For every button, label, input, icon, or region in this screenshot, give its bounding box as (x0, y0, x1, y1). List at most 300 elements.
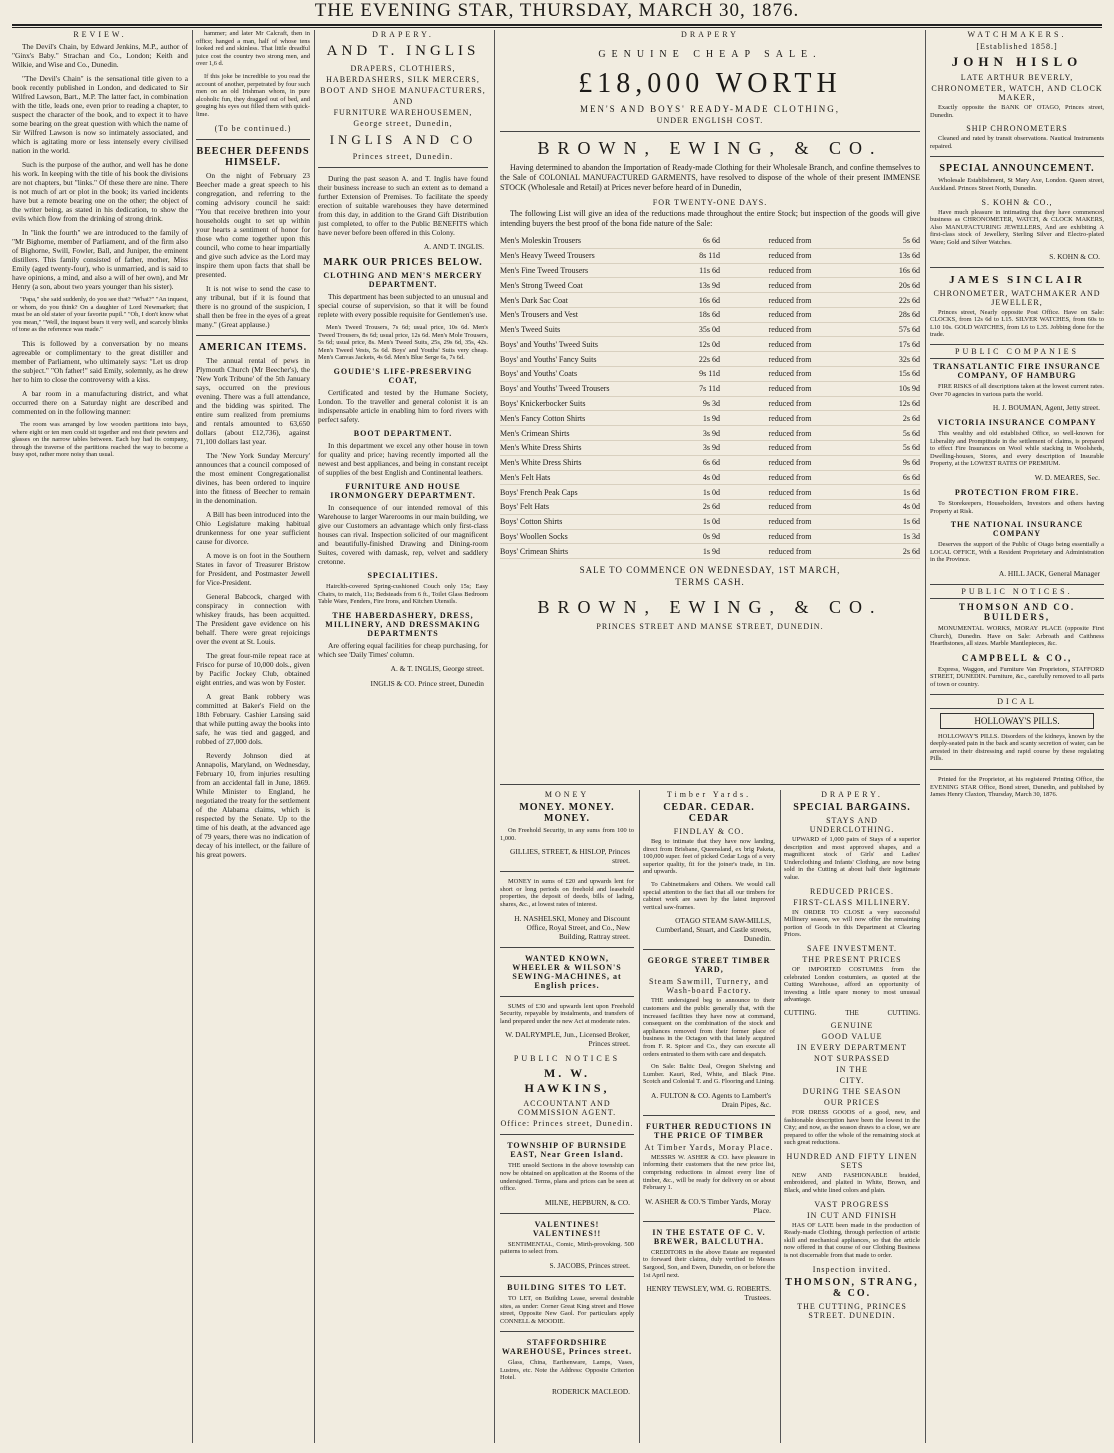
regular-price: 2s 6d (650, 500, 720, 515)
watchmakers-column (930, 30, 1104, 1443)
advert-subheading: STAYS AND UNDERCLOTHING. (809, 816, 895, 834)
advert-paragraph: HOLLOWAY'S PILLS. Disorders of the kidneys, known by the deeply-seated pain in the back and scanty secretion of water, can be arrested in their distressing and rapid course by these regulating Pills. (930, 732, 1104, 763)
firm-address: THE CUTTING, PRINCES STREET. DUNEDIN. (797, 1301, 907, 1320)
section-heading: PUBLIC NOTICES. (930, 584, 1104, 599)
price-row (500, 381, 920, 396)
sale-price: 17s 6d (860, 337, 920, 352)
reduced-label: reduced from (720, 455, 860, 470)
advert-paragraph: MONEY in sums of £20 and upwards lent for short or long periods on freehold and leasehold properties, the deposit of deeds, bills of lading, shares, &c., at lowest rates of interest. (500, 878, 634, 908)
advert-paragraph: Have much pleasure in intimating that they have commenced business as CHRONOMETER, WATCH, & CLOCK MAKERS, Also MANUFACTURING JEWELLERS, And are exhibiting A first-class stock of Jewellery, Sterling Silver and Electro-plated Ware; Gold and Silver Watches. (930, 208, 1104, 246)
section-heading: PUBLIC COMPANIES (930, 344, 1104, 359)
advert-subheading: HUNDRED AND FIFTY LINEN SETS (786, 1151, 918, 1170)
item-name: Men's Heavy Tweed Trousers (500, 248, 650, 263)
advert-heading: IN THE ESTATE OF C. V. BREWER, BALCLUTHA. (652, 1227, 766, 1246)
advert-heading: SPECIAL BARGAINS. (793, 802, 911, 813)
sale-price: 6s 6d (860, 470, 920, 485)
regular-price: 6s 6d (650, 455, 720, 470)
price-row (500, 352, 920, 367)
firm-description-line: BOOT AND SHOE MANUFACTURERS, (320, 86, 486, 95)
price-row (500, 322, 920, 337)
regular-price: 6s 6d (650, 234, 720, 248)
signature: RODERICK MACLEOD. (551, 1387, 630, 1397)
firm-name: CAMPBELL & CO., (961, 652, 1073, 663)
advert-paragraph: Men's Tweed Trousers, 7s 6d; usual price, 10s 6d. Men's Tweed Trousers, 8s 6d; usual price, 12s 6d. Men's Mole Trousers, 5s 6d; usual price, 8s. Men's Tweed Suits, 25s, 29s 6d, 35s, 42s. Men's Tweed Vests, 5s 6d. Boys' and Youths' Suits very cheap. Men's Canvas Jackets, 4s 6d. Men's Blue Serge 6s, 7s 6d. (318, 324, 488, 362)
signature: INGLIS & CO. Prince street, Dunedin (370, 678, 484, 688)
review-quote: "Papa," she said suddenly, do you see that? "What?" "An inquest, or whom, do you think? On a daughter of Lord Newmarket; that must be an old stater of your favorite pupil." "Oh, I don't know what you mean," "Well, the inquest bears it very well, and scarcely blinks of tone as the reference was made." (12, 296, 188, 334)
reduced-label: reduced from (720, 367, 860, 382)
sale-price: 28s 6d (860, 307, 920, 322)
section-heading: MONEY (544, 790, 590, 799)
firm-description-line: AND (392, 97, 414, 106)
sale-price: 4s 0d (860, 500, 920, 515)
sale-price: 1s 3d (860, 529, 920, 544)
news-paragraph: hammer; and later Mr Calcraft, then in office; hanged a man, half of whose tens looked red and skinless. That little dreadful juice cost the country two strong men, and over 1,6 d. (196, 30, 310, 68)
price-row (500, 544, 920, 559)
regular-price: 11s 6d (650, 263, 720, 278)
item-name: Boys' Crimean Shirts (500, 544, 650, 559)
item-name: Men's White Dress Shirts (500, 440, 650, 455)
advert-paragraph: Certificated and tested by the Humane Society, London. To the traveller and general colonist it is an indispensable article in enabling him to ford rivers with perfect safety. (318, 387, 488, 424)
firm-description-line: HABERDASHERS, SILK MERCERS, (326, 75, 480, 84)
divider (500, 1134, 634, 1135)
advert-paragraph: This wealthy and old established Office, so well-known for Liberality and Promptitude in the settlement of claims, is prepared to effect Fire Insurances on Wool while stacking in Woolsheds, Dwelling-houses, Stores, and every description of Insurable Property, at the LOWEST RATES OF PREMIUM. (930, 430, 1104, 468)
regular-price: 22s 6d (650, 352, 720, 367)
news-paragraph: A move is on foot in the Southern States in favor of Treasurer Bristow for President, and Postmaster Jewell for Vice-President. (196, 550, 310, 587)
masthead-rule (12, 24, 1102, 28)
reduced-label: reduced from (720, 307, 860, 322)
regular-price: 7s 11d (650, 381, 720, 396)
sale-price: 5s 6d (860, 426, 920, 441)
firm-name: THOMSON AND CO. BUILDERS, (958, 602, 1076, 623)
news-paragraph: The great four-mile repeat race at Frisco for purse of 10,000 dols., given by Pacific Jockey Club, obtained eight entries, and was won by Foster. (196, 650, 310, 687)
advert-paragraph: THE undersigned beg to announce to their customers and the public generally that, with the increased facilities they have now at command, consequent on the combination of the stock and appliances removed from their former place of business in the Octagon with that lately acquired from F. R. Spicer and Co., they can execute all orders entrusted to them with care and despatch. (643, 997, 775, 1058)
signature: GILLIES, STREET, & HISLOP, Princes street. (510, 847, 630, 866)
regular-price: 8s 11d (650, 248, 720, 263)
reduced-label: reduced from (720, 544, 860, 559)
reduced-label: reduced from (720, 322, 860, 337)
item-name: Men's Strong Tweed Coat (500, 278, 650, 293)
advert-paragraph: MESSRS W. ASHER & CO. have pleasure in informing their customers that the new price list, comprising reductions in almost every line of timber, &c., will be ready for delivery on or about February 1. (643, 1153, 775, 1192)
advert-paragraph: In this department we excel any other house in town for quality and price; having recently imported all the newest and best appliances, and being in constant receipt of supplies of the best English and Continental leathers. (318, 440, 488, 477)
regular-price: 9s 3d (650, 396, 720, 411)
reduced-label: reduced from (720, 411, 860, 426)
price-row (500, 307, 920, 322)
firm-name: AND T. INGLIS (326, 43, 480, 59)
price-row (500, 293, 920, 308)
advert-paragraph: Exactly opposite the BANK OF OTAGO, Princes street, Dunedin. (930, 104, 1104, 119)
review-paragraph: In "link the fourth" we are introduced to the family of "Mr Bighorne, member of Parliament, and of the firm also of Bighorne, Swill, Fowler, Ball, and Juniper, the eminent distillers. This family consisted of father, mother, Miss Emily (aged twenty-four), who is unmarried, and is said to have opinions, a mind, and also a will of her own), and Mr Henry (a son, about two years younger than his sister). (12, 228, 188, 291)
sale-subtitle: UNDER ENGLISH COST. (656, 116, 764, 125)
signature: W. ASHER & CO.'S Timber Yards, Moray Place. (645, 1196, 771, 1215)
regular-price: 18s 6d (650, 307, 720, 322)
divider (930, 267, 1104, 268)
reduced-label: reduced from (720, 440, 860, 455)
section-heading: WATCHMAKERS. (967, 30, 1067, 39)
price-row (500, 529, 920, 544)
signature: MILNE, HEPBURN, & CO. (545, 1197, 630, 1207)
article-heading: BEECHER DEFENDS HIMSELF. (196, 145, 310, 168)
advert-subheading: ACCOUNTANT AND COMMISSION AGENT. (517, 1099, 617, 1118)
news-paragraph: General Babcock, charged with conspiracy in connection with whiskey frauds, has been acquitted. The President gave evidence on his behalf. There were great rejoicings over the event at St. Louis. (196, 591, 310, 646)
advert-heading: BOOT DEPARTMENT. (353, 428, 453, 438)
advert-paragraph: IN ORDER TO CLOSE a very successful Millinery season, we will now offer the remaining portion of Goods in this Department at Clearing Prices. (784, 908, 920, 939)
review-paragraph: A bar room in a manufacturing district, and what occurred there on a Saturday night are described and commented on in the following manner: (12, 388, 188, 416)
advert-subheading: S. KOHN & CO., (981, 197, 1053, 207)
regular-price: 13s 9d (650, 278, 720, 293)
sale-subject: MEN'S AND BOYS' READY-MADE CLOTHING, (580, 104, 840, 114)
advert-paragraph: FOR DRESS GOODS of a good, new, and fashionable description have been the lowest in the City; and now, as the season draws to a close, we are prepared to offer the whole of the remaining stock at such great reductions. (784, 1108, 920, 1147)
news-paragraph: It is not wise to send the case to any tribunal, but if it is found that there is no ground of the suspicion, I shall then be free in the eyes of a great many." (Great applause.) (196, 283, 310, 329)
advert-heading: FURNITURE AND HOUSE IRONMONGERY DEPARTMENT. (330, 481, 476, 500)
price-row (500, 337, 920, 352)
reduced-label: reduced from (720, 470, 860, 485)
advert-subheading: CHRONOMETER, WATCHMAKER AND JEWELLER, (933, 288, 1101, 307)
printer-imprint: Printed for the Proprietor, at his registered Printing Office, the EVENING STAR Office, Bond street, Dunedin, and published by James Henry Claxton, Thursday, March 30, 1876. (930, 775, 1104, 799)
advert-subheading: REDUCED PRICES. (810, 886, 894, 896)
sale-price: 16s 6d (860, 263, 920, 278)
item-name: Men's Tweed Suits (500, 322, 650, 337)
price-row (500, 278, 920, 293)
reduced-label: reduced from (720, 278, 860, 293)
advert-heading: TRANSATLANTIC FIRE INSURANCE COMPANY, OF HAMBURG (933, 361, 1101, 380)
advert-address: Office: Princes street, Dunedin. (500, 1119, 634, 1129)
price-row (500, 367, 920, 382)
advert-heading: PROTECTION FROM FIRE. (954, 488, 1080, 498)
price-row (500, 263, 920, 278)
advert-paragraph: Are offering equal facilities for cheap purchasing, for which see 'Daily Times' column. (318, 640, 488, 659)
section-heading: Timber Yards. (666, 790, 752, 799)
review-intro: The Devil's Chain, by Edward Jenkins, M.P., author of "Ginx's Baby." Strachan and Co., London; Keith and Wilkie, and Wise and Co., Dunedin. (12, 42, 188, 69)
regular-price: 35s 0d (650, 322, 720, 337)
advert-subheading: IN EVERY DEPARTMENT (797, 1042, 907, 1052)
advert-heading: WANTED KNOWN, WHEELER & WILSON'S SEWING-MACHINES, at English prices. (512, 953, 622, 990)
advert-subheading: IN CUT AND FINISH (807, 1210, 897, 1220)
advert-heading: BUILDING SITES TO LET. (507, 1282, 627, 1292)
advert-subheading: At Timber Yards, Moray Place. (644, 1142, 774, 1152)
firm-address: Princes street, Dunedin. (352, 152, 454, 161)
advert-paragraph: To Storekeepers, Householders, Investors and others having Property at Risk. (930, 500, 1104, 515)
sale-note: The following List will give an idea of the reductions made throughout the entire Stock; but inspection of the goods will give intending buyers the best proof of the bona fide nature of the Sale: (500, 209, 920, 228)
advert-heading: STAFFORDSHIRE WAREHOUSE, Princes street. (501, 1338, 633, 1357)
divider (500, 996, 634, 997)
price-row (500, 514, 920, 529)
item-name: Men's Fancy Cotton Shirts (500, 411, 650, 426)
advert-paragraph: THE unsold Sections in the above township can now be obtained on application at the Rooms of the undersigned. Terms, plans and prices can be seen at office. (500, 1162, 634, 1193)
advert-paragraph: In consequence of our intended removal of this Warehouse to larger Warerooms in our main building, we give our Customers an advantage which only first-class houses can rival. Inspection solicited of our magnificent and beautifully-finished Drawing and Dining-room Suites, covered with damask, rep, velvet and saddlery cretonne. (318, 502, 488, 566)
section-heading: DRAPERY. (372, 30, 434, 39)
established-note: [Established 1858.] (976, 42, 1058, 51)
holloway-banner: HOLLOWAY'S PILLS. (940, 713, 1094, 729)
column-rule (639, 790, 640, 1443)
section-heading: REVIEW. (73, 30, 127, 39)
signature: H. J. BOUMAN, Agent, Jetty street. (992, 403, 1100, 413)
cutting-row (784, 1009, 920, 1017)
divider (930, 156, 1104, 157)
signature: H. NASHELSKI, Money and Discount Office, Royal Street, and Co., New Building, Rattray street. (514, 913, 630, 941)
firm-name: BROWN, EWING, & CO. (537, 597, 883, 618)
advert-heading: VALENTINES! VALENTINES!! (532, 1219, 602, 1238)
advert-subheading: DURING THE SEASON (802, 1086, 902, 1096)
advert-heading: M. W. HAWKINS, (524, 1066, 610, 1096)
advert-heading: MONEY. MONEY. MONEY. (519, 802, 615, 824)
regular-price: 1s 9d (650, 544, 720, 559)
advert-heading: SPECIAL ANNOUNCEMENT. (939, 163, 1095, 175)
column-rule (494, 30, 495, 1443)
firm-address: PRINCES STREET AND MANSE STREET, DUNEDIN. (596, 622, 824, 632)
reduced-label: reduced from (720, 396, 860, 411)
advert-subheading: GOOD VALUE (821, 1031, 883, 1041)
price-row (500, 455, 920, 470)
advert-paragraph: Beg to intimate that they have now landing, direct from Brisbane, Queensland, ex brig Paketa, 100,000 super. feet of picked Cedar Logs of a very superior quality, fit for the joiner's trade, in 1in. and upwards. (643, 838, 775, 876)
advert-paragraph: CREDITORS in the above Estate are requested to forward their claims, duly verified to Messrs Sargood, Son, and Ewen, Dunedin, on or before the 1st April next. (643, 1248, 775, 1279)
advert-subheading: Steam Sawmill, Turnery, and Wash-board Factory. (648, 977, 770, 996)
advert-heading: MARK OUR PRICES BELOW. (323, 257, 483, 268)
column-rule (780, 790, 781, 1443)
firm-name: THOMSON, STRANG, & CO. (785, 1276, 919, 1299)
regular-price: 4s 0d (650, 470, 720, 485)
news-paragraph: On the night of February 23 Beecher made a great speech to his congregation, and referring to the coming advisory council he said: "You that receive brethren into your households ought to set up within your hearts a sentiment of honor for those who come together upon this council, who come to hear impartially and give such advice as the Lord may inspire them upon facts that shall be presented. (196, 170, 310, 279)
advert-heading: SPECIALITIES. (367, 570, 439, 580)
item-name: Men's White Dress Shirts (500, 455, 650, 470)
timber-column (643, 790, 775, 1443)
divider (318, 167, 488, 168)
firm-name: JAMES SINCLAIR (949, 273, 1085, 286)
news-paragraph: The 'New York Sunday Mercury' announces that a council composed of the most eminent Congregationalist divines, has been ordered to inquire into the fitness of Beecher to remain in the denomination. (196, 450, 310, 505)
sale-price: 15s 6d (860, 367, 920, 382)
advert-paragraph: Princes street, Nearly opposite Post Office. Have on Sale: CLOCKS, from 12s 6d to L15. SILVER WATCHES, from 60s to L10 10s. GOLD WATCHES, from L6 to L35. Jobbing done for the trade. (930, 308, 1104, 339)
advert-paragraph: Cleaned and rated by transit observations. Nautical Instruments repaired. (930, 135, 1104, 150)
sale-banner: GENUINE CHEAP SALE. (598, 49, 822, 60)
advert-heading: FURTHER REDUCTIONS IN THE PRICE OF TIMBER (645, 1121, 773, 1140)
sale-duration: FOR TWENTY-ONE DAYS. (652, 198, 768, 207)
section-heading: PUBLIC NOTICES (513, 1054, 621, 1064)
advert-heading: CLOTHING AND MEN'S MERCERY DEPARTMENT. (323, 271, 483, 289)
item-name: Boys' Woollen Socks (500, 529, 650, 544)
sale-price: 9s 6d (860, 455, 920, 470)
advert-subheading: CITY. (839, 1075, 865, 1085)
divider (643, 949, 775, 950)
advert-paragraph: MONUMENTAL WORKS, MORAY PLACE (opposite First Church), Dunedin. Have on Sale: Arbroath and Caithness Hearthstones, all sizes. Marble Mantlepieces, &c. (930, 625, 1104, 648)
advert-paragraph: During the past season A. and T. Inglis have found their business increase to such an extent as to demand a further Extension of Premises. To facilitate the speedy erection of suitable warehouses they have determined from this day, in addition to the Grand Gift Distribution just completed, to offer to the Public BENEFITS which have never before been offered in this Colony. (318, 174, 488, 237)
advert-paragraph: Wholesale Establishment, St Mary Axe, London. Queen street, Auckland. Princes Street North, Dunedin. (930, 177, 1104, 192)
item-name: Men's Fine Tweed Trousers (500, 263, 650, 278)
price-row (500, 234, 920, 248)
signature: A. HILL JACK, General Manager (998, 569, 1100, 579)
advert-subheading: FIRST-CLASS MILLINERY. (793, 897, 911, 907)
divider (930, 769, 1104, 770)
inglis-advert-column (318, 30, 488, 1443)
item-name: Boys' Cotton Shirts (500, 514, 650, 529)
reduced-label: reduced from (720, 485, 860, 500)
advert-paragraph: TO LET, on Building Lease, several desirable sites, as under: Corner Great King street and Howe street, Opposite New Gaol. For particulars apply CONNELL & MOODIE. (500, 1294, 634, 1325)
signature: A. & T. INGLIS, George street. (390, 663, 484, 673)
divider (500, 871, 634, 872)
advert-subheading: SHIP CHRONOMETERS (966, 124, 1068, 134)
sale-price: 12s 6d (860, 396, 920, 411)
item-name: Boys' Felt Hats (500, 500, 650, 515)
advert-paragraph: HAS OF LATE been made in the production of Ready-made Clothing, through perfection of artistic skill and mechanical appliances, so that the article now offered in that course of our Clothing Business is not discernable from that made to order. (784, 1221, 920, 1260)
news-paragraph: Reverdy Johnson died at Annapolis, Maryland, on Wednesday, February 10, from injuries resulting from an accidental fall in June, 1869. While Minister to England, he negotiated the treaty for the settlement of the Alabama claims, which is respected by the Senate. Up to the time of his death, at the advanced age of 79 years, there was no indication of decay of his intellect, or the failure of his great powers. (196, 750, 310, 859)
divider (500, 1276, 634, 1277)
advert-paragraph: OF IMPORTED COSTUMES from the celebrated London costumiers, as quoted at the Cutting Warehouse, afford an opportunity of investing a little spare money to most unusual advantage. (784, 965, 920, 1004)
price-row (500, 411, 920, 426)
section-heading: DRAPERY. (821, 790, 883, 799)
regular-price: 1s 9d (650, 411, 720, 426)
cutting-label: CUTTING. (887, 1008, 920, 1017)
review-paragraph: "The Devil's Chain" is the sensational title given to a book recently published in London, and dedicated to Sir Wilfred Lawson, Bart., M.P. The latter fact, in combination with the title, leads one, even prior to reading a chapter, to suspect the character of the book, and to expect it to have some bearing on the great question with which the name of Sir Wilfred Lawson is now so intimately associated, and which is agitating more or less intensely every civilised nation in the world. (12, 74, 188, 155)
item-name: Men's Moleskin Trousers (500, 234, 650, 248)
advert-heading: TOWNSHIP OF BURNSIDE EAST, Near Green Island. (507, 1141, 627, 1160)
column-rule (192, 30, 193, 1443)
divider (500, 131, 920, 132)
price-row (500, 426, 920, 441)
price-row (500, 500, 920, 515)
brown-ewing-advert (500, 30, 920, 795)
regular-price: 1s 0d (650, 485, 720, 500)
sale-price: 57s 6d (860, 322, 920, 337)
sale-price: 5s 6d (860, 440, 920, 455)
column-rule (925, 30, 926, 1443)
item-name: Boys' and Youths' Tweed Trousers (500, 381, 650, 396)
advert-paragraph: On Freehold Security, in any sums from 100 to 1,000. (500, 827, 634, 842)
regular-price: 0s 9d (650, 529, 720, 544)
price-row (500, 396, 920, 411)
sale-price: 2s 6d (860, 544, 920, 559)
reduced-label: reduced from (720, 263, 860, 278)
firm-description-line: George street, Dunedin, (353, 119, 453, 128)
firm-name: INGLIS AND CO (329, 132, 477, 147)
advert-subheading: FINDLAY & CO. (673, 827, 745, 836)
advert-heading: VICTORIA INSURANCE COMPANY (937, 418, 1097, 428)
signature: S. KOHN & CO. (1049, 251, 1100, 261)
inspection-note: Inspection invited. (812, 1264, 892, 1274)
advert-paragraph: NEW AND FASHIONABLE braided, embroidered, and plaited in White, Brown, and Black, and white lined colors and plain. (784, 1171, 920, 1195)
item-name: Men's Crimean Shirts (500, 426, 650, 441)
advert-paragraph: To Cabinetmakers and Others. We would call special attention to the fact that all our timbers for cabinet work are sawn by the latest improved vertical saw-frames. (643, 880, 775, 911)
advert-heading: GOUDIE'S LIFE-PRESERVING COAT, (333, 366, 473, 385)
sale-price: 10s 9d (860, 381, 920, 396)
item-name: Boys' Knickerbocker Suits (500, 396, 650, 411)
review-paragraph: This is followed by a conversation by no means agreeable or complimentary to the great distiller and member of Parliament, who ultimately says: "Let us drop the subject." "Oh father!" said Emily, solemnly, as he drew her to him to close the controversy with a kiss. (12, 338, 188, 384)
signature: OTAGO STEAM SAW-MILLS, Cumberland, Stuart, and Castle streets, Dunedin. (655, 916, 771, 944)
sale-price: 13s 6d (860, 248, 920, 263)
review-quote: The room was arranged by low wooden partitions into bays, where eight or ten men could sit together and rest their pewters and glasses on the narrow tables between. Each bay had its company, through the traverse of the partitions reached the way to become a busy spot, rather more noisy than usual. (12, 420, 188, 459)
column-rule (314, 30, 315, 1443)
item-name: Boys' and Youths' Coats (500, 367, 650, 382)
regular-price: 3s 9d (650, 440, 720, 455)
regular-price: 16s 6d (650, 293, 720, 308)
price-list (500, 234, 920, 559)
section-heading: DRAPERY (681, 30, 739, 39)
news-paragraph: A great Bank robbery was committed at Baker's Field on the 18th February. Cashier Lansing said that while putting away the books into safe, he was tied and gagged, and robbed of 27,000 dols. (196, 691, 310, 746)
advert-paragraph: FIRE RISKS of all descriptions taken at the lowest current rates. Over 70 agencies in various parts the world. (930, 382, 1104, 398)
signature: HENRY TEWSLEY, WM. G. ROBERTS. Trustees. (646, 1284, 771, 1303)
signature: A. AND T. INGLIS. (423, 242, 484, 251)
news-paragraph: A Bill has been introduced into the Ohio Legislature making habitual drunkenness for one year sufficient cause for divorce. (196, 509, 310, 546)
signature: A. FULTON & CO. Agents to Lambert's Drain Pipes, &c. (651, 1090, 771, 1109)
sale-price: 20s 6d (860, 278, 920, 293)
advert-paragraph: On Sale: Baltic Deal, Oregon Shelving and Lumber. Kauri, Red, White, and Black Pine. Scotch and Colonial T. and G. Flooring and Lining. (643, 1063, 775, 1086)
sale-price: 1s 6d (860, 514, 920, 529)
advert-paragraph: SENTIMENTAL, Comic, Mirth-provoking. 500 patterns to select from. (500, 1240, 634, 1256)
advert-heading: THE HABERDASHERY, DRESS, MILLINERY, AND DRESSMAKING DEPARTMENTS (325, 610, 481, 638)
regular-price: 1s 0d (650, 514, 720, 529)
reduced-label: reduced from (720, 352, 860, 367)
advert-heading: THE NATIONAL INSURANCE COMPANY (950, 520, 1084, 539)
advert-subheading: LATE ARTHUR BEVERLY, (960, 73, 1074, 82)
price-row (500, 470, 920, 485)
advert-subheading: THE PRESENT PRICES (802, 954, 902, 964)
news-paragraph: The annual rental of pews in Plymouth Church (Mr Beecher's), the 'New York Tribune' of the 5th January says, occurred on the previous evening. There was a full attendance, and the bidding was spirited. The entire sum realized from premiums and rentals amounted to 63,650 dollars (about £12,736), against 71,100 dollars last year. (196, 355, 310, 446)
firm-name: BROWN, EWING, & CO. (537, 138, 883, 158)
sale-price: 5s 6d (860, 234, 920, 248)
news-paragraph: If this joke be incredible to you read the account of another, perpetrated by four such men on an old Irishman whom, in pure alcoholic fun, they dragged out of bed, and gouging his eyes out filled them with quick-lime. (196, 72, 310, 118)
reduced-label: reduced from (720, 337, 860, 352)
reduced-label: reduced from (720, 248, 860, 263)
divider (500, 1213, 634, 1214)
divider (500, 1331, 634, 1332)
advert-subheading: IN THE (836, 1064, 868, 1074)
reduced-label: reduced from (720, 234, 860, 248)
sale-terms: TERMS CASH. (675, 577, 745, 588)
reduced-label: reduced from (720, 293, 860, 308)
sale-price: 22s 6d (860, 293, 920, 308)
regular-price: 3s 9d (650, 426, 720, 441)
divider (196, 335, 310, 336)
item-name: Boys' and Youths' Fancy Suits (500, 352, 650, 367)
masthead: THE EVENING STAR, THURSDAY, MARCH 30, 1876. (314, 0, 800, 21)
advert-subheading: OUR PRICES (823, 1097, 880, 1107)
reduced-label: reduced from (720, 500, 860, 515)
cutting-label: THE (845, 1008, 859, 1017)
item-name: Boys' French Peak Caps (500, 485, 650, 500)
advert-subheading: CHRONOMETER, WATCH, AND CLOCK MAKER, (931, 84, 1103, 102)
advert-paragraph: Hairclth-covered Spring-cushioned Couch only 15s; Easy Chairs, to match, 11s; Bedsteads from 6 ft., Toilet Glass Bedroom Table Ware, Fenders, Fire Irons, and Kitchen Utensils. (318, 582, 488, 606)
price-row (500, 485, 920, 500)
firm-description-line: DRAPERS, CLOTHIERS, (350, 64, 456, 73)
item-name: Men's Trousers and Vest (500, 307, 650, 322)
review-paragraph: Such is the purpose of the author, and well has he done his work. In keeping with the title of his book the divisions are not chapters, but "links." Of these there are nine. There is not much of art or plot in the book; its varied incidents have but a remote bearing one on the other; the object of the writer being, as stated in his dedication, to show the evils which flow from the drinking of strong drink. (12, 160, 188, 223)
reduced-label: reduced from (720, 514, 860, 529)
advert-paragraph: UPWARD of 1,000 pairs of Stays of a superior description and most approved shapes, and a magnificent stock of Girls' and Ladies' Underclothing and Infants' Clothing, are now being sold in the Cutting at about half their legitimate value. (784, 836, 920, 881)
divider (500, 947, 634, 948)
firm-name: JOHN HISLO (951, 54, 1083, 69)
advert-paragraph: Express, Waggon, and Furniture Van Proprietors, STAFFORD STREET, DUNEDIN. Furniture, &c., carefully removed to all parts of town or country. (930, 665, 1104, 688)
news-column (196, 30, 310, 1443)
advert-subheading: GENUINE (830, 1020, 874, 1030)
thomson-strang-advert (784, 790, 920, 1443)
sale-intro: Having determined to abandon the Importation of Ready-made Clothing for their Wholesale Branch, and confine themselves to the Sale of COLONIAL MANUFACTURED GARMENTS, have resolved to dispose of the whole of their present IMMENSE STOCK (Wholesale and Retail) at Prices never before heard of in Dunedin, (500, 163, 920, 192)
signature: S. JACOBS, Princes street. (549, 1260, 630, 1270)
advert-subheading: SAFE INVESTMENT. (806, 943, 898, 953)
review-column (12, 30, 188, 1443)
divider (643, 1221, 775, 1222)
item-name: Men's Dark Sac Coat (500, 293, 650, 308)
advert-heading: CEDAR. CEDAR. CEDAR (663, 802, 755, 824)
advert-paragraph: SUMS of £30 and upwards lent upon Freehold Security, repayable by instalments, and transfers of land prepared under the new Act at moderate rates. (500, 1002, 634, 1025)
signature: W. D. MEARES, Sec. (1034, 473, 1100, 483)
signature: W. DALRYMPLE, Jun., Licensed Broker, Princes street. (505, 1030, 630, 1049)
item-name: Men's Felt Hats (500, 470, 650, 485)
continued-note: (To be continued.) (214, 123, 292, 133)
reduced-label: reduced from (720, 426, 860, 441)
advert-paragraph: Deserves the support of the Public of Otago being essentially a LOCAL OFFICE, With a Resident Proprietary and Administration in the Province. (930, 541, 1104, 564)
cutting-label: CUTTING. (784, 1008, 817, 1017)
sale-price: 2s 6d (860, 411, 920, 426)
divider (196, 139, 310, 140)
advert-paragraph: Glass, China, Earthenware, Lamps, Vases, Lustres, etc. Note the Address: Opposite Criterion Hotel. (500, 1359, 634, 1382)
advert-heading: GEORGE STREET TIMBER YARD, (647, 956, 771, 975)
